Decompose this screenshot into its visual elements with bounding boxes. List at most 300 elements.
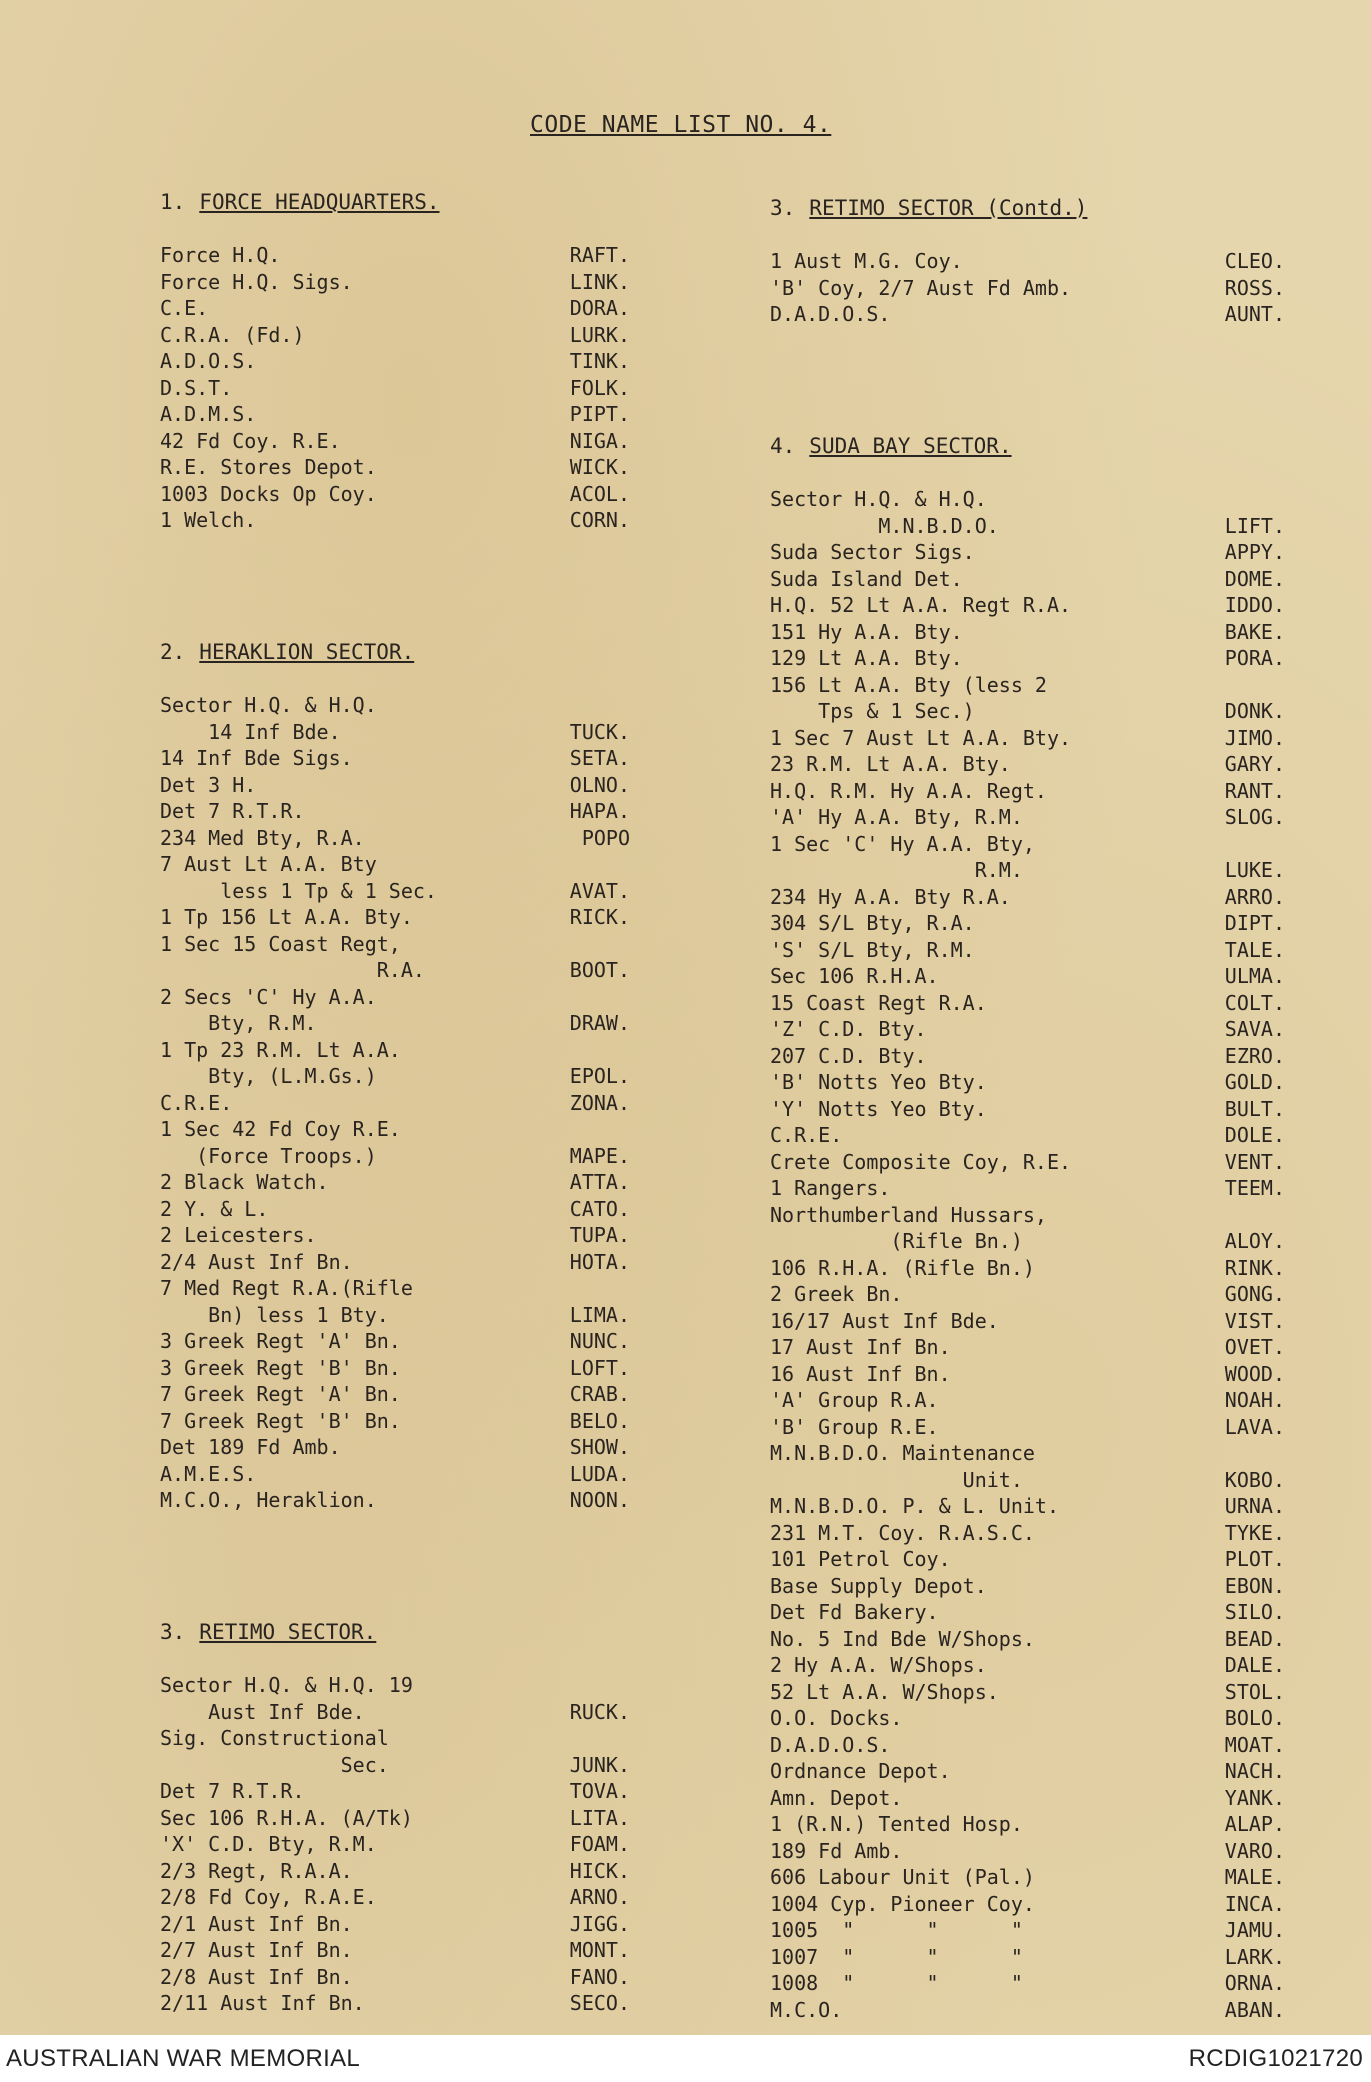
code-name: BELO.: [569, 1408, 630, 1433]
unit-name: Sector H.Q. & H.Q.: [770, 487, 987, 511]
code-name: STOL.: [1224, 1679, 1285, 1704]
unit-name: 129 Lt A.A. Bty.: [770, 646, 963, 670]
unit-name: Sec 106 R.H.A. (A/Tk): [160, 1805, 413, 1830]
list-item: [770, 1202, 1285, 1229]
code-name: NACH.: [1224, 1759, 1285, 1783]
unit-name: Amn. Depot.: [770, 1785, 903, 1810]
list-item: [160, 322, 630, 349]
list-item: [770, 1970, 1285, 1997]
section-heading: [160, 640, 630, 692]
list-item: [160, 401, 630, 428]
unit-name: 'B' Notts Yeo Bty.: [770, 1070, 987, 1094]
unit-name: 15 Coast Regt R.A.: [770, 990, 987, 1015]
list-item: [160, 1196, 630, 1223]
list-item: [160, 957, 630, 984]
unit-name: 151 Hy A.A. Bty.: [770, 619, 963, 644]
list-item: [160, 1328, 630, 1355]
unit-name: M.N.B.D.O. P. & L. Unit.: [770, 1494, 1059, 1518]
code-name: COLT.: [1224, 990, 1285, 1015]
code-name: TOVA.: [569, 1779, 630, 1803]
list-item: [160, 1222, 630, 1249]
unit-name: Det 7 R.T.R.: [160, 799, 305, 823]
code-name: TYKE.: [1224, 1520, 1285, 1545]
list-item: [160, 1831, 630, 1858]
list-item: [770, 1917, 1285, 1944]
list-item: [770, 566, 1285, 593]
list-item: [160, 798, 630, 825]
unit-name: 2 Secs 'C' Hy A.A.: [160, 984, 377, 1009]
list-item: [770, 1838, 1285, 1865]
section-retimo: [160, 1620, 630, 2017]
code-name: JAMU.: [1224, 1918, 1285, 1942]
unit-name: D.A.D.O.S.: [770, 1732, 891, 1757]
section-retimo-contd: [770, 196, 1285, 328]
list-item: [160, 1249, 630, 1276]
unit-name: 1 Welch.: [160, 508, 257, 532]
unit-name: 234 Med Bty, R.A.: [160, 825, 365, 850]
list-item: [160, 348, 630, 375]
unit-name: 16 Aust Inf Bn.: [770, 1361, 951, 1386]
unit-name: Bn) less 1 Bty.: [160, 1302, 389, 1327]
unit-name: 2/3 Regt, R.A.A.: [160, 1858, 353, 1883]
unit-name: D.S.T.: [160, 375, 233, 400]
section-heraklion: [160, 640, 630, 1514]
code-name: BOOT.: [569, 958, 630, 982]
code-name: LOFT.: [569, 1355, 630, 1380]
code-name: DRAW.: [569, 1011, 630, 1035]
unit-name: A.M.E.S.: [160, 1461, 257, 1486]
list-item: [160, 745, 630, 772]
unit-name: Base Supply Depot.: [770, 1573, 987, 1598]
unit-name: Sig. Constructional: [160, 1726, 389, 1750]
unit-name: (Force Troops.): [160, 1143, 377, 1168]
code-name: PLOT.: [1224, 1547, 1285, 1571]
unit-name: 189 Fd Amb.: [770, 1838, 903, 1863]
list-item: [770, 1652, 1285, 1679]
code-name: TEEM.: [1224, 1176, 1285, 1200]
code-name: OLNO.: [569, 772, 630, 797]
list-item: [770, 910, 1285, 937]
list-item: [160, 1063, 630, 1090]
list-item: [770, 1785, 1285, 1812]
list-item: [160, 1302, 630, 1329]
list-item: [770, 619, 1285, 646]
unit-name: M.N.B.D.O.: [770, 513, 999, 538]
unit-name: Crete Composite Coy, R.E.: [770, 1149, 1072, 1174]
list-item: [160, 931, 630, 958]
code-name: AVAT.: [569, 878, 630, 903]
code-name: AUNT.: [1224, 302, 1285, 326]
code-name: RINK.: [1224, 1255, 1285, 1280]
section-number: 4.: [770, 434, 796, 458]
footer-bar: [0, 2035, 1371, 2082]
section-number: 3.: [160, 1620, 186, 1644]
unit-name: C.R.A. (Fd.): [160, 322, 305, 347]
code-name: MALE.: [1224, 1865, 1285, 1889]
code-name: NUNC.: [569, 1329, 630, 1353]
code-name: ATTA.: [569, 1170, 630, 1194]
list-item: [160, 1090, 630, 1117]
unit-name: 606 Labour Unit (Pal.): [770, 1865, 1035, 1889]
list-item: [160, 692, 630, 719]
unit-name: Sec.: [160, 1752, 389, 1777]
section-heading: [770, 434, 1285, 486]
list-item: [160, 904, 630, 931]
code-name: SHOW.: [569, 1435, 630, 1459]
code-name: LIMA.: [569, 1302, 630, 1327]
list-item: [770, 1944, 1285, 1971]
unit-name: 14 Inf Bde Sigs.: [160, 746, 353, 770]
unit-name: Det Fd Bakery.: [770, 1600, 939, 1624]
unit-name: 2 Y. & L.: [160, 1196, 269, 1221]
section-number: 1.: [160, 190, 186, 214]
list-item: [160, 1275, 630, 1302]
list-item: [770, 1811, 1285, 1838]
code-name: NIGA.: [569, 428, 630, 453]
list-item: [160, 1884, 630, 1911]
unit-name: 'S' S/L Bty, R.M.: [770, 937, 975, 962]
code-name: DALE.: [1224, 1653, 1285, 1677]
code-name: NOAH.: [1224, 1388, 1285, 1412]
unit-name: 'A' Group R.A.: [770, 1388, 939, 1412]
unit-name: 1 Sec 7 Aust Lt A.A. Bty.: [770, 725, 1072, 750]
code-name: RAFT.: [569, 243, 630, 267]
unit-name: 234 Hy A.A. Bty R.A.: [770, 884, 1011, 909]
unit-name: 'B' Group R.E.: [770, 1414, 939, 1439]
code-name: SLOG.: [1224, 805, 1285, 829]
code-name: SAVA.: [1224, 1017, 1285, 1041]
unit-name: Det 7 R.T.R.: [160, 1779, 305, 1803]
code-name: SETA.: [569, 746, 630, 770]
code-name: NOON.: [569, 1488, 630, 1512]
list-item: [770, 1520, 1285, 1547]
unit-name: 1 Aust M.G. Coy.: [770, 249, 963, 273]
list-item: [160, 1010, 630, 1037]
list-item: [160, 1911, 630, 1938]
code-name: EBON.: [1224, 1573, 1285, 1598]
list-item: [160, 878, 630, 905]
unit-name: 14 Inf Bde.: [160, 719, 341, 744]
list-item: [160, 1355, 630, 1382]
list-item: [770, 1467, 1285, 1494]
unit-name: 17 Aust Inf Bn.: [770, 1335, 951, 1359]
section-title: HERAKLION SECTOR.: [199, 640, 415, 664]
unit-name: Sector H.Q. & H.Q. 19: [160, 1673, 413, 1697]
code-name: LUKE.: [1224, 858, 1285, 882]
unit-name: R.A.: [160, 958, 425, 982]
list-item: [160, 772, 630, 799]
unit-name: 1 (R.N.) Tented Hosp.: [770, 1812, 1023, 1836]
list-item: [160, 375, 630, 402]
unit-name: 1004 Cyp. Pioneer Coy.: [770, 1891, 1035, 1916]
list-item: [160, 1937, 630, 1964]
list-item: [770, 751, 1285, 778]
list-item: [770, 937, 1285, 964]
code-name: HAPA.: [569, 799, 630, 823]
list-item: [770, 1334, 1285, 1361]
unit-name: 2/8 Fd Coy, R.A.E.: [160, 1885, 377, 1909]
section-heading: [160, 190, 630, 242]
section-heading: [160, 1620, 630, 1672]
unit-name: 7 Greek Regt 'B' Bn.: [160, 1408, 401, 1433]
code-name: ULMA.: [1224, 964, 1285, 988]
list-item: [160, 1116, 630, 1143]
unit-name: 1 Sec 'C' Hy A.A. Bty,: [770, 831, 1035, 856]
code-name: EZRO.: [1224, 1043, 1285, 1068]
list-item: [770, 539, 1285, 566]
list-item: [770, 1281, 1285, 1308]
code-name: DOME.: [1224, 566, 1285, 591]
unit-name: M.N.B.D.O. Maintenance: [770, 1441, 1035, 1465]
list-item: [160, 1990, 630, 2017]
unit-name: A.D.O.S.: [160, 349, 257, 373]
unit-name: 7 Med Regt R.A.(Rifle: [160, 1276, 413, 1300]
code-name: WOOD.: [1224, 1361, 1285, 1386]
code-name: DORA.: [569, 296, 630, 320]
list-item: [770, 1096, 1285, 1123]
code-name: BULT.: [1224, 1096, 1285, 1121]
list-item: [160, 1778, 630, 1805]
section-number: 2.: [160, 640, 186, 664]
list-item: [770, 1016, 1285, 1043]
code-name: FOLK.: [569, 375, 630, 400]
code-name: GOLD.: [1224, 1070, 1285, 1094]
code-name: ROSS.: [1224, 275, 1285, 300]
list-item: [770, 1573, 1285, 1600]
unit-name: H.Q. R.M. Hy A.A. Regt.: [770, 778, 1047, 803]
list-item: [770, 513, 1285, 540]
list-item: [770, 645, 1285, 672]
section-title: RETIMO SECTOR (Contd.): [809, 196, 1088, 220]
code-name: ACOL.: [569, 481, 630, 506]
list-item: [770, 1440, 1285, 1467]
unit-name: M.C.O., Heraklion.: [160, 1488, 377, 1512]
unit-name: Force H.Q.: [160, 243, 281, 267]
unit-name: 2/1 Aust Inf Bn.: [160, 1911, 353, 1936]
unit-name: 7 Greek Regt 'A' Bn.: [160, 1382, 401, 1406]
code-name: DONK.: [1224, 699, 1285, 723]
list-item: [770, 1069, 1285, 1096]
list-item: [770, 1228, 1285, 1255]
list-item: [160, 1699, 630, 1726]
list-item: [770, 1679, 1285, 1706]
unit-name: 1008 " " ": [770, 1971, 1023, 1995]
section-heading: [770, 196, 1285, 248]
unit-name: No. 5 Ind Bde W/Shops.: [770, 1626, 1035, 1651]
unit-name: 1 Sec 15 Coast Regt,: [160, 931, 401, 956]
list-item: [770, 1122, 1285, 1149]
list-item: [770, 1175, 1285, 1202]
code-name: URNA.: [1224, 1494, 1285, 1518]
section-number: 3.: [770, 196, 796, 220]
list-item: [770, 1414, 1285, 1441]
list-item: [160, 481, 630, 508]
unit-name: R.M.: [770, 858, 1023, 882]
code-name: PIPT.: [569, 402, 630, 426]
code-name: JIMO.: [1224, 725, 1285, 750]
unit-name: O.O. Docks.: [770, 1706, 903, 1730]
list-item: [770, 1043, 1285, 1070]
list-item: [160, 295, 630, 322]
list-item: [770, 1255, 1285, 1282]
unit-name: Suda Island Det.: [770, 566, 963, 591]
unit-name: R.E. Stores Depot.: [160, 455, 377, 479]
code-name: APPY.: [1224, 540, 1285, 564]
list-item: [770, 1891, 1285, 1918]
code-name: CRAB.: [569, 1382, 630, 1406]
list-item: [770, 831, 1285, 858]
code-name: LITA.: [569, 1805, 630, 1830]
list-item: [160, 851, 630, 878]
unit-name: Sec 106 R.H.A.: [770, 964, 939, 988]
code-name: INCA.: [1224, 1891, 1285, 1916]
list-item: [770, 884, 1285, 911]
code-name: GONG.: [1224, 1282, 1285, 1306]
list-item: [770, 1546, 1285, 1573]
list-item: [160, 1672, 630, 1699]
unit-name: Suda Sector Sigs.: [770, 540, 975, 564]
unit-name: 1003 Docks Op Coy.: [160, 481, 377, 506]
unit-name: A.D.M.S.: [160, 402, 257, 426]
code-name: ZONA.: [569, 1090, 630, 1115]
code-name: FANO.: [569, 1964, 630, 1989]
list-item: [160, 1858, 630, 1885]
code-name: TUPA.: [569, 1223, 630, 1247]
code-name: ORNA.: [1224, 1971, 1285, 1995]
list-item: [160, 507, 630, 534]
code-name: JIGG.: [569, 1911, 630, 1936]
list-item: [160, 269, 630, 296]
unit-name: 1 Sec 42 Fd Coy R.E.: [160, 1117, 401, 1141]
unit-name: 2/7 Aust Inf Bn.: [160, 1938, 353, 1962]
unit-name: 3 Greek Regt 'B' Bn.: [160, 1355, 401, 1380]
code-name: LURK.: [569, 322, 630, 347]
code-name: LUDA.: [569, 1461, 630, 1486]
code-name: LAVA.: [1224, 1414, 1285, 1439]
list-item: [770, 301, 1285, 328]
code-name: KOBO.: [1224, 1467, 1285, 1492]
code-name: HICK.: [569, 1858, 630, 1883]
code-name: FOAM.: [569, 1832, 630, 1856]
unit-name: 3 Greek Regt 'A' Bn.: [160, 1329, 401, 1353]
list-item: [160, 242, 630, 269]
code-name: BOLO.: [1224, 1706, 1285, 1730]
code-name: RICK.: [569, 905, 630, 929]
list-item: [770, 1758, 1285, 1785]
code-name: TUCK.: [569, 719, 630, 744]
list-item: [770, 990, 1285, 1017]
unit-name: Sector H.Q. & H.Q.: [160, 693, 377, 717]
unit-name: Bty, R.M.: [160, 1011, 317, 1035]
list-item: [160, 1143, 630, 1170]
code-name: ALOY.: [1224, 1229, 1285, 1253]
unit-name: 231 M.T. Coy. R.A.S.C.: [770, 1520, 1035, 1545]
unit-name: less 1 Tp & 1 Sec.: [160, 878, 437, 903]
unit-name: 207 C.D. Bty.: [770, 1043, 927, 1068]
unit-name: 2/8 Aust Inf Bn.: [160, 1964, 353, 1989]
unit-name: Tps & 1 Sec.): [770, 699, 975, 723]
list-item: [770, 963, 1285, 990]
section-title: FORCE HEADQUARTERS.: [199, 190, 440, 214]
list-item: [160, 1434, 630, 1461]
unit-name: M.C.O.: [770, 1997, 843, 2022]
unit-name: 7 Aust Lt A.A. Bty: [160, 852, 377, 876]
list-item: [770, 1308, 1285, 1335]
code-name: DIPT.: [1224, 911, 1285, 935]
list-item: [770, 1387, 1285, 1414]
unit-name: 'A' Hy A.A. Bty, R.M.: [770, 805, 1023, 829]
code-name: LIFT.: [1224, 513, 1285, 538]
list-item: [770, 1705, 1285, 1732]
list-item: [160, 1805, 630, 1832]
code-name: LINK.: [569, 269, 630, 294]
unit-name: 1007 " " ": [770, 1944, 1023, 1969]
list-item: [770, 275, 1285, 302]
code-name: JUNK.: [569, 1752, 630, 1777]
section-title: SUDA BAY SECTOR.: [809, 434, 1012, 458]
unit-name: 'X' C.D. Bty, R.M.: [160, 1832, 377, 1856]
list-item: [770, 1997, 1285, 2024]
list-item: [160, 825, 630, 852]
list-item: [770, 248, 1285, 275]
list-item: [160, 454, 630, 481]
unit-name: C.E.: [160, 296, 209, 320]
code-name: DOLE.: [1224, 1123, 1285, 1147]
code-name: YANK.: [1224, 1785, 1285, 1810]
unit-name: (Rifle Bn.): [770, 1229, 1023, 1253]
section-force-headquarters: [160, 190, 630, 534]
unit-name: 1 Rangers.: [770, 1176, 891, 1200]
unit-name: 101 Petrol Coy.: [770, 1547, 951, 1571]
code-name: SECO.: [569, 1991, 630, 2015]
list-item: [770, 725, 1285, 752]
code-name: HOTA.: [569, 1249, 630, 1274]
code-name: VIST.: [1224, 1308, 1285, 1333]
code-name: CATO.: [569, 1196, 630, 1221]
unit-name: C.R.E.: [160, 1090, 233, 1115]
unit-name: 2 Black Watch.: [160, 1170, 329, 1194]
code-name: RUCK.: [569, 1699, 630, 1724]
unit-name: 'Y' Notts Yeo Bty.: [770, 1096, 987, 1121]
list-item: [160, 428, 630, 455]
unit-name: 2/11 Aust Inf Bn.: [160, 1991, 365, 2015]
code-name: OVET.: [1224, 1335, 1285, 1359]
list-item: [160, 1752, 630, 1779]
unit-name: 2 Leicesters.: [160, 1223, 317, 1247]
list-item: [770, 486, 1285, 513]
code-name: WICK.: [569, 455, 630, 479]
unit-name: Det 189 Fd Amb.: [160, 1435, 341, 1459]
code-name: ABAN.: [1224, 1997, 1285, 2022]
section-suda-bay: [770, 434, 1285, 2023]
code-name: MAPE.: [569, 1143, 630, 1168]
list-item: [770, 778, 1285, 805]
code-name: POPO: [581, 825, 630, 850]
unit-name: 'Z' C.D. Bty.: [770, 1017, 927, 1041]
list-item: [770, 1493, 1285, 1520]
code-name: ALAP.: [1224, 1812, 1285, 1836]
unit-name: C.R.E.: [770, 1123, 843, 1147]
unit-name: Northumberland Hussars,: [770, 1202, 1047, 1227]
code-name: LARK.: [1224, 1944, 1285, 1969]
unit-name: 156 Lt A.A. Bty (less 2: [770, 672, 1047, 697]
list-item: [160, 1725, 630, 1752]
code-name: BAKE.: [1224, 619, 1285, 644]
code-name: CLEO.: [1224, 249, 1285, 273]
list-item: [770, 1626, 1285, 1653]
unit-name: 16/17 Aust Inf Bde.: [770, 1308, 999, 1333]
unit-name: 1 Tp 23 R.M. Lt A.A.: [160, 1037, 401, 1062]
